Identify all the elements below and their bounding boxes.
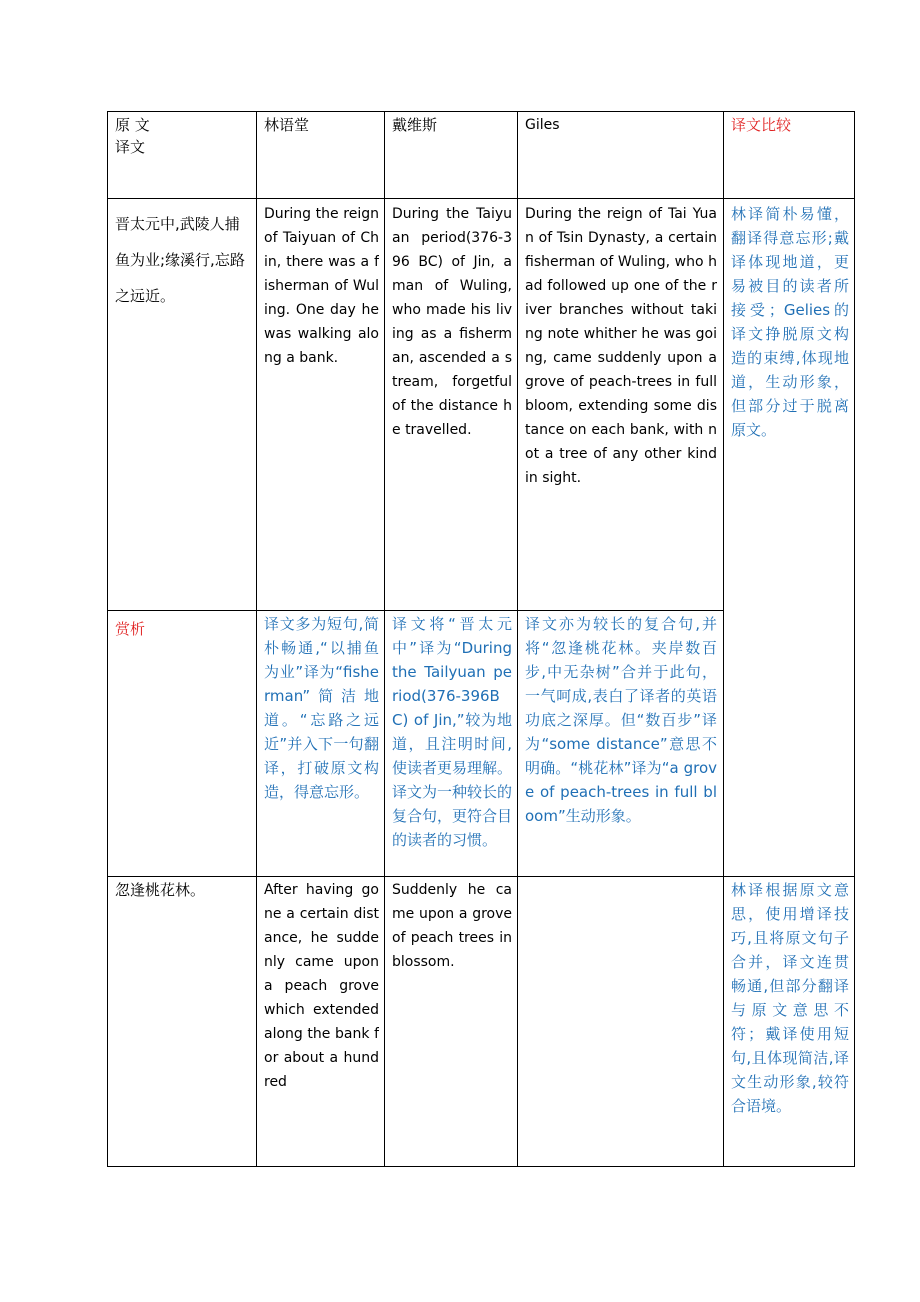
header-giles: Giles	[525, 117, 560, 133]
row1-davis-translation: During the Taiyuan period(376-396 BC) of Jin, a man of Wuling, who made his living as a fisherman, ascended a stream, forgetful of the distance he travelled.	[392, 206, 512, 438]
col-divider-4	[723, 111, 724, 1167]
header-comparison: 译文比较	[731, 116, 792, 134]
header-davis: 戴维斯	[392, 116, 438, 134]
row-divider-2	[107, 610, 724, 611]
row3-lin-translation: After having gone a certain distance, he suddenly came upon a peach grove which extended along the bank for about a hundred	[264, 882, 379, 1090]
header-original: 原 文	[115, 116, 150, 134]
row-divider-3	[107, 876, 855, 877]
row-divider-1	[107, 198, 855, 199]
row1-lin-translation: During the reign of Taiyuan of Chin, there was a fisherman of Wuling. One day he was walking along a bank.	[264, 206, 379, 366]
table-border-right	[854, 111, 855, 1167]
col-divider-1	[256, 111, 257, 1167]
header-original-translation	[115, 113, 251, 159]
header-translation: 译文	[115, 138, 146, 156]
row2-analysis-label: 赏析	[115, 620, 146, 638]
row3-original-text: 忽逢桃花林。	[115, 881, 206, 899]
row3-davis-translation: Suddenly he came upon a grove of peach trees in blossom.	[392, 882, 512, 970]
row1-comparison: 林译简朴易懂，翻译得意忘形;戴译体现地道，更易被目的读者所接受；Gelies的译文挣脱原文构造的束缚,体现地道，生动形象，但部分过于脱离原文。	[731, 205, 849, 439]
row1-giles-translation: During the reign of Tai Yuan of Tsin Dynasty, a certain fisherman of Wuling, who had followed up one of the river branches without taking note whither he was going, came suddenly upon a grove of peach-trees in full bloom, extending some distance on each bank, with not a tree of any other kind in sight.	[525, 206, 717, 486]
col-divider-3	[517, 111, 518, 1167]
row2-davis-analysis: 译文将“晋太元中”译为“During the Tailyuan period(376-396BC) of Jin,”较为地道，且注明时间,使读者更易理解。译文为一种较长的复合句，更符合目的读者的习惯。	[392, 615, 512, 849]
table-border-left	[107, 111, 108, 1167]
row2-lin-analysis: 译文多为短句,简朴畅通,“以捕鱼为业”译为“fisherman”简洁地道。“忘路之远近”并入下一句翻译，打破原文构造，得意忘形。	[264, 615, 379, 801]
table-border-bottom	[107, 1166, 855, 1167]
row2-giles-analysis: 译文亦为较长的复合句,并将“忽逢桃花林。夹岸数百步,中无杂树”合并于此句，一气呵成,表白了译者的英语功底之深厚。但“数百步”译为“some distance”意思不明确。“桃花林”译为“a grove of peach-trees in full bloom”生动形象。	[525, 615, 717, 825]
table-border-top	[107, 111, 855, 112]
row3-comparison: 林译根据原文意思，使用增译技巧,且将原文句子合并，译文连贯畅通,但部分翻译与原文意思不符；戴译使用短句,且体现简洁,译文生动形象,较符合语境。	[731, 881, 849, 1115]
col-divider-2	[384, 111, 385, 1167]
row1-original-text: 晋太元中,武陵人捕鱼为业;缘溪行,忘路之远近。	[115, 215, 245, 305]
header-lin-yutang: 林语堂	[264, 116, 310, 134]
